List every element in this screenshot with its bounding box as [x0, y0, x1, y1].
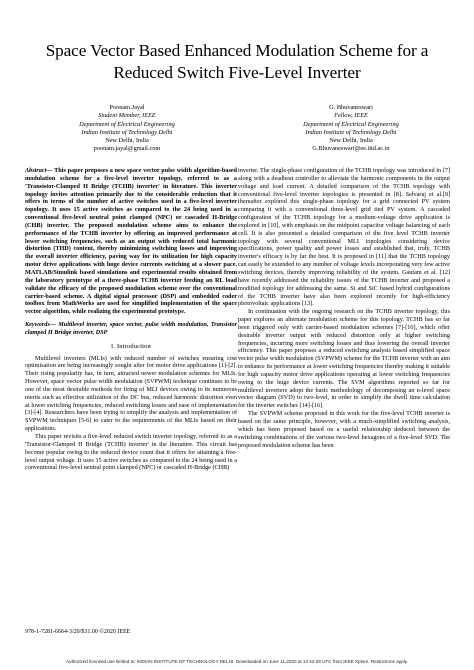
body-paragraph: This paper revisits a five-level reduced switch inverter topology, referred to as a 'Transistor-Clamped H Bridge (TCHB) inverter' in the literature. This circuit has become popular owing to the reduced device count that it offers for attaining a five-level output voltage. It uses 15 active switches as compared to the 24 being used in a conventional five-level neutral point clamped (NPC) or cascaded H-Bridge (CHB) [25, 433, 237, 472]
keywords-lead: Keywords— [25, 321, 56, 329]
author-role: Fellow, IEEE [334, 112, 368, 120]
abstract-text: This paper proposes a new space vector pulse width algorithm-based modulation scheme for a five-level inverter topology, referred to as a 'Transistor-Clamped H Bridge (TCHB) inverter' in literature. This inverter topology invites attention primarily due to the considerable reduction that it offers in terms of the number of active switches used in a five-level inverter topology. It uses 15 active switches as compared to the 24 being used in a conventional five-level neutral point clamped (NPC) or cascaded H-Bridge (CHB) inverter. The proposed modulation scheme aims to enhance the performance of the TCHB inverter by offering an improved performance at lower switching frequencies, such as an output with reduced total harmonic distortion (THD) content, thereby minimizing switching losses and improving the overall inverter efficiency, paving way for its utilization for high capacity motor drive applications with huge device currents switching at a slower pace. MATLAB/Simulink based simulations and experimental results obtained from the laboratory prototype of a three-phase TCHB inverter feeding an RL load validate the efficacy of the proposed modulation scheme over the conventional carrier-based scheme. A digital signal processor (DSP) and embedded coder toolbox from MathWorks are used for simplified implementation of the space vector algorithm, while realizing the experimental prototype. [25, 167, 237, 316]
keywords [25, 321, 237, 337]
body-paragraph: inverter. The single-phase configuration of the TCHB topology was introduced in [7] along with a deadbeat controller to alleviate the harmonic components in the output voltage and load current. A detailed comparison of the TCHB topology with conventional five-level inverter topologies is presented in [8]. Selvaraj et al.[9] thereafter explored this single-phase topology for a grid connected PV system comparing it with a conventional three-level grid tied PV system. A cascaded configuration of the TCHB topology for a medium-voltage drive application is explored in [10], with emphasis on the midpoint capacitor voltage balancing of each cell. It is also presented a detailed comparison of the five level TCHB inverter topology with several conventional MLI topologies considering device specifications, power quality and power losses and established that, truly, TCHB inverter's efficacy is by far the best. It is proposed in [11] that the TCHB topology can easily be extended to any number of voltage levels incorporating very few active switching devices, thereby improving reliability of the system. Gautam et al. [12] have recently addressed the reliability issues of the TCHB inverter and proposed a modified topology for addressing the same. Si and SiC based hybrid configurations of the TCHB inverter have also been explored recently for high-efficiency photovoltaic applications [13]. [238, 167, 450, 308]
right-column [238, 167, 450, 449]
author-name: G. Bhuvaneswari [329, 104, 373, 111]
section-heading: I. Introduction [111, 342, 151, 350]
copyright-code: 978-1-7281-6664-3/20/$31.00 ©2020 IEEE [25, 629, 131, 635]
left-column [25, 167, 237, 472]
author-city: New Delhi, India [105, 137, 149, 145]
author-block-2 [271, 104, 431, 154]
author-department: Department of Electrical Engineering [303, 120, 399, 128]
author-email[interactable]: poonam.jayal@gmail.com [93, 145, 161, 153]
abstract [25, 167, 237, 316]
keywords-text: Multilevel inverter, space vector, pulse width modulation, Transistor clamped H Bridge inverter, DSP [25, 321, 237, 336]
paper-title: Space Vector Based Enhanced Modulation Scheme for a Reduced Switch Five-Level Inverter [45, 41, 429, 82]
author-city: New Delhi, India [329, 137, 373, 145]
body-paragraph: In continuation with the ongoing research on the TCHB inverter topology, this paper explores an alternate modulation scheme for this topology. TCHB has so far been triggered only with carrier-based modulation schemes [7]-[10], which offer desirable inverter output with reduced distortion only at higher switching frequencies, incurring more switching losses and thus lowering the overall inverter efficiency. This paper proposes a reduced switching analysis based simplified space vector pulse width modulation (SVPWM) scheme for the TCHB inverter with an aim to enhance its performance at lower switching frequencies thereby making it suitable for high capacity motor drive applications operating at lower switching frequencies owing to the huge device currents. The SVM algorithms reported so far for multilevel inverters adopt the basic methodology of decomposing an n-level space vector diagram (SVD) to two-level, in order to simplify the dwell time calculation for the inverter switches [14]-[16]. [238, 308, 450, 410]
author-block-1 [47, 104, 207, 154]
author-institution: Indian Institute of Technology Delhi [305, 128, 397, 136]
body-paragraph: The SVPWM scheme proposed in this work for the five-level TCHB inverter is based on the same principle, however, with a much-simplified switching analysis, which has been proposed based on a useful relationship deduced between the switching combinations of the various two-level hexagons of a five-level SVD. The proposed modulation scheme has been [238, 410, 450, 449]
body-paragraph: Multilevel inverters (MLIs) with reduced number of switches ensuring cost optimisation are being increasingly sought after for motor drive applications [1]-[2]. Their rising popularity has, in turn, attracted newer modulation schemes for MLIs. However, space vector pulse width modulation (SVPWM) technique continues to be one of the most desirable methods for firing of MLI devices owing to its numerous merits such as effective utilization of the DC bus, reduced harmonic distortion even at lower switching frequencies, reduced switching losses and ease of implementation [3]-[4]. Researchers have been trying to simplify the analysis and implementation of SVPWM techniques [5-6] to cater to the requirements of the MLIs based on their applications. [25, 354, 237, 433]
author-name: Poonam Jayal [109, 104, 145, 111]
author-email[interactable]: G.Bhuvaneswari@ee.iitd.ac.in [312, 145, 390, 153]
author-department: Department of Electrical Engineering [79, 120, 175, 128]
author-role: Student Member, IEEE [98, 112, 156, 120]
abstract-lead: Abstract— [25, 167, 53, 174]
licence-notice: Authorized licensed use limited to: INDIAN INSTITUTE OF TECHNOLOGY DELHI. Downloaded on June 11,2020 at 12:42:29 UTC from IEEE Xplore. Restrictions apply. [65, 659, 409, 664]
author-institution: Indian Institute of Technology Delhi [81, 128, 173, 136]
